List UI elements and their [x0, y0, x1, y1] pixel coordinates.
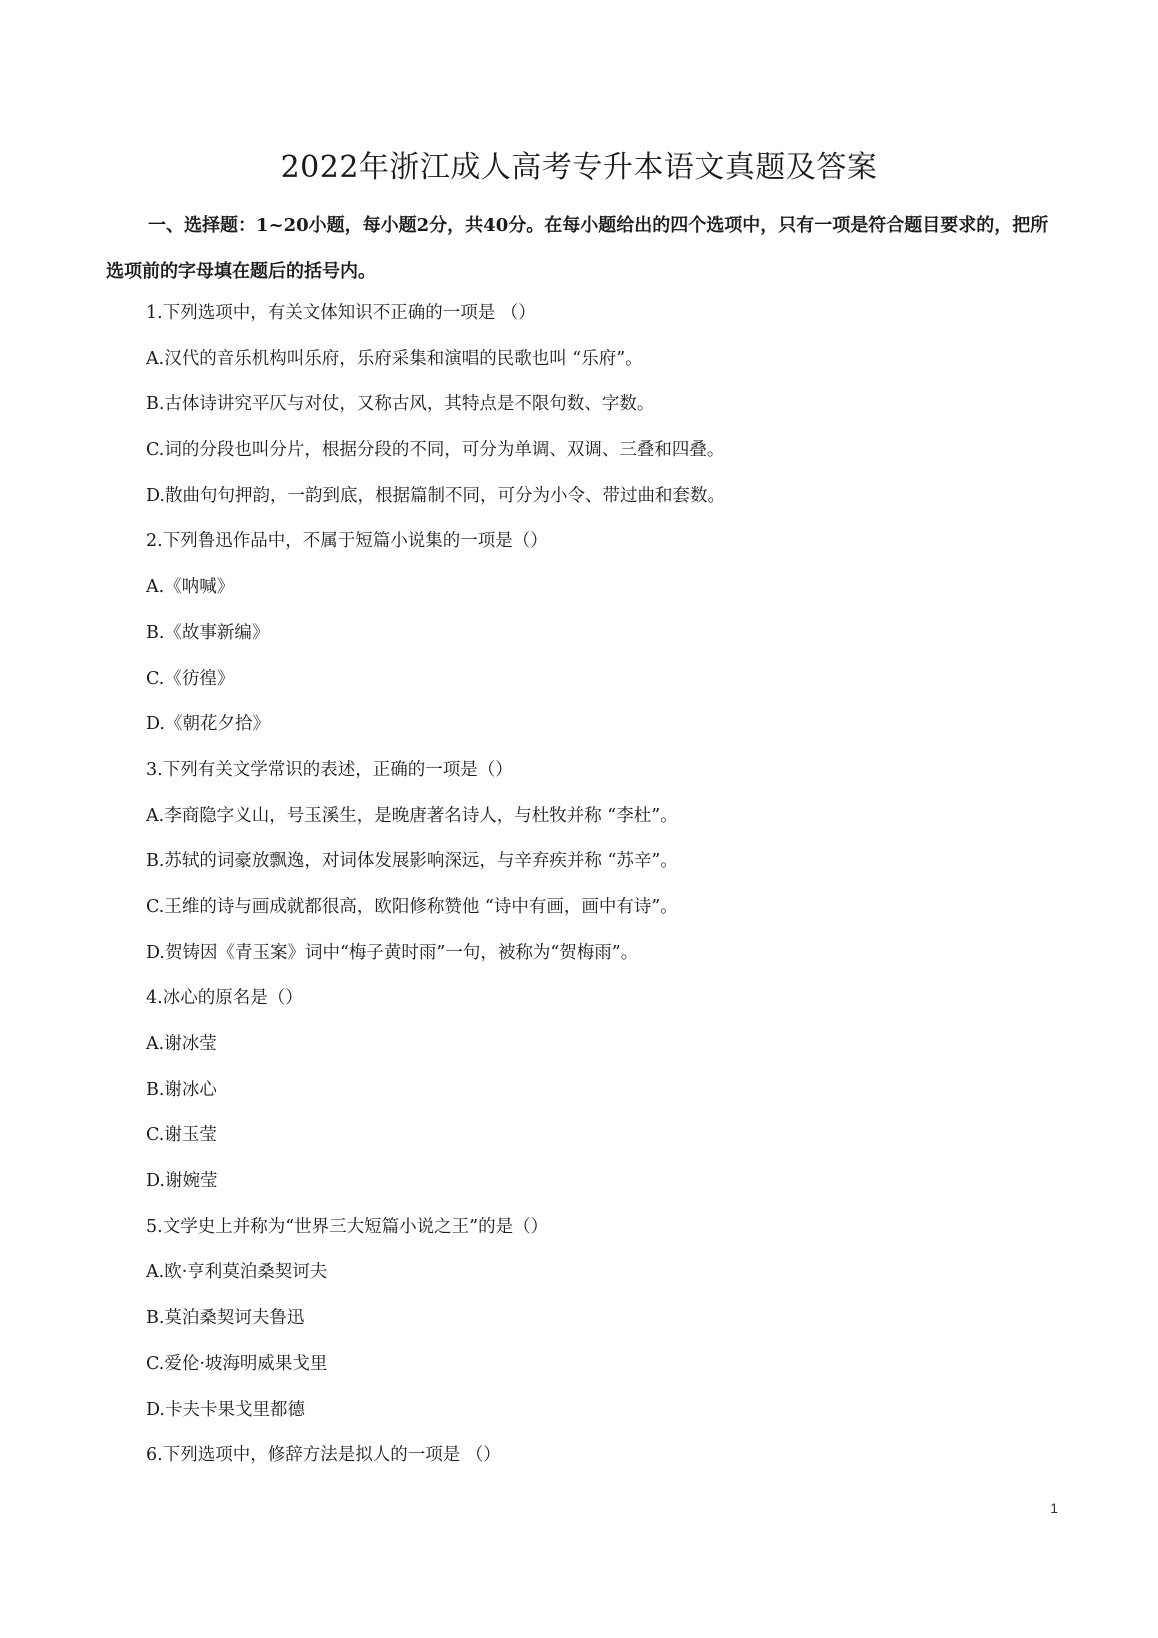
question-1-option-c: C.词的分段也叫分片，根据分段的不同，可分为单调、双调、三叠和四叠。: [146, 440, 725, 461]
question-5-option-a: A.欧·亨利莫泊桑契诃夫: [146, 1262, 328, 1283]
question-4-option-d: D.谢婉莹: [146, 1171, 218, 1192]
question-1-option-b: B.古体诗讲究平仄与对仗，又称古风，其特点是不限句数、字数。: [146, 394, 655, 415]
question-3-option-c: C.王维的诗与画成就都很高，欧阳修称赞他 “诗中有画，画中有诗”。: [146, 896, 678, 917]
question-4-option-a: A.谢冰莹: [146, 1034, 217, 1054]
question-2-option-c: C.《彷徨》: [146, 668, 235, 689]
question-5-option-d: D.卡夫卡果戈里都德: [146, 1399, 305, 1420]
question-2-stem: 2.下列鲁迅作品中，不属于短篇小说集的一项是（）: [146, 531, 548, 552]
question-1-stem: 1.下列选项中，有关文体知识不正确的一项是 （）: [146, 303, 536, 323]
question-3-option-d: D.贺铸因《青玉案》词中“梅子黄时雨”一句，被称为“贺梅雨”。: [146, 942, 639, 963]
question-3-stem: 3.下列有关文学常识的表述，正确的一项是（）: [146, 759, 513, 780]
document-title: 2022年浙江成人高考专升本语文真题及答案: [280, 150, 878, 185]
question-2-option-a: A.《呐喊》: [146, 577, 235, 598]
question-5-stem: 5.文学史上并称为“世界三大短篇小说之王”的是（）: [146, 1216, 549, 1237]
question-2-option-b: B.《故事新编》: [146, 622, 270, 643]
question-4-option-b: B.谢冰心: [146, 1079, 217, 1100]
question-4-stem: 4.冰心的原名是（）: [146, 988, 303, 1009]
question-1-option-d: D.散曲句句押韵，一韵到底，根据篇制不同，可分为小令、带过曲和套数。: [146, 485, 725, 506]
question-1-option-a: A.汉代的音乐机构叫乐府，乐府采集和演唱的民歌也叫 “乐府”。: [146, 348, 643, 369]
question-4-option-c: C.谢玉莹: [146, 1125, 217, 1146]
section-instructions: 一、选择题：1~20小题，每小题2分，共40分。在每小题给出的四个选项中，只有一项是符合题目要求的，把所选项前的字母填在题后的括号内。: [106, 215, 1049, 282]
page-number: 1: [1050, 1500, 1058, 1516]
question-2-option-d: D.《朝花夕拾》: [146, 714, 270, 735]
question-3-option-a: A.李商隐字义山，号玉溪生，是晚唐著名诗人，与杜牧并称 “李杜”。: [146, 805, 678, 826]
question-6-stem: 6.下列选项中，修辞方法是拟人的一项是 （）: [146, 1445, 501, 1466]
question-5-option-b: B.莫泊桑契诃夫鲁迅: [146, 1308, 305, 1329]
question-5-option-c: C.爱伦·坡海明威果戈里: [146, 1353, 328, 1374]
question-list: [146, 291, 1066, 1479]
question-3-option-b: B.苏轼的词豪放飘逸，对词体发展影响深远，与辛弃疾并称 “苏辛”。: [146, 851, 678, 872]
